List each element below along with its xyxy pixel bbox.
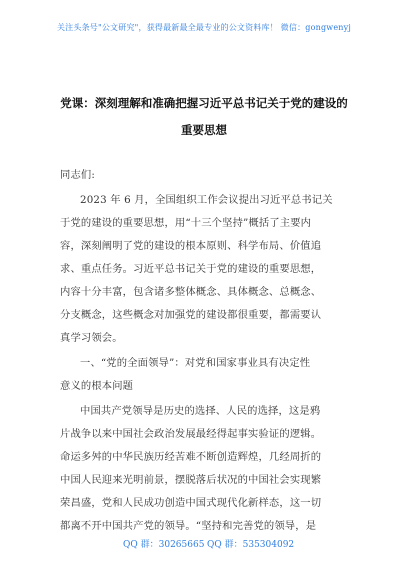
- body-line: 片战争以来中国社会政治发展最经得起事实验证的逻辑。: [60, 428, 322, 440]
- body-line: 都离不开中国共产党的领导。“坚持和完善党的领导，是: [60, 520, 317, 532]
- document-title-line-1: 党课：深刻理解和准确把握习近平总书记关于党的建设的: [60, 96, 348, 110]
- body-line: 2023 年 6 月，全国组织工作会议提出习近平总书记关: [80, 194, 333, 206]
- section-heading-line: 一、“党的全面领导”：对党和国家事业具有决定性: [80, 357, 311, 369]
- body-line: 于党的建设的重要思想，用“十三个坚持”概括了主要内: [60, 217, 312, 229]
- header-banner: 关注头条号"公文研究"，获得最新最全最专业的公文资料库！ 微信：gongwenyj: [56, 23, 352, 32]
- document-title-line-2: 重要思想: [181, 123, 227, 137]
- body-line: 分支概念，这些概念对加强党的建设都很重要，都需要认: [60, 309, 322, 321]
- body-line: 荣昌盛，党和人民成功创造中国式现代化新样态，这一切: [60, 497, 322, 509]
- body-line: 求、重点任务。习近平总书记关于党的建设的重要思想，: [60, 263, 322, 275]
- body-line: 中国人民迎来光明前景，摆脱落后状况的中国社会实现繁: [60, 474, 322, 486]
- body-line: 真学习领会。: [60, 332, 123, 344]
- greeting: 同志们:: [60, 169, 95, 181]
- body-line: 容，深刻阐明了党的建设的根本原则、科学布局、价值追: [60, 240, 322, 252]
- section-heading-line: 意义的根本问题: [60, 380, 134, 392]
- body-line: 内容十分丰富，包含诸多整体概念、具体概念、总概念、: [60, 286, 322, 298]
- body-line: 命运多舛的中华民族历经苦难不断创造辉煌，几经周折的: [60, 451, 322, 463]
- qq-group-1: QQ 群：30265665: [123, 540, 205, 550]
- qq-group-2: QQ 群：535304092: [207, 540, 295, 550]
- body-line: 中国共产党领导是历史的选择、人民的选择，这是鸦: [80, 405, 321, 417]
